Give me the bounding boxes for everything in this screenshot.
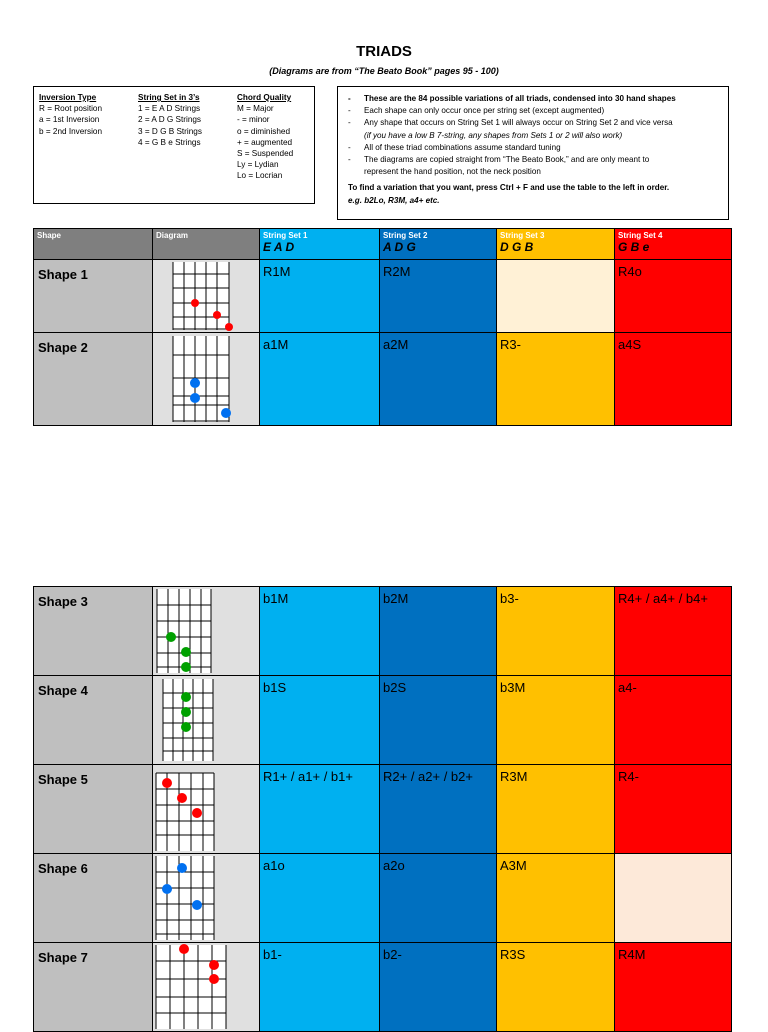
chord-diagram — [153, 333, 260, 425]
legend-item: Lo = Locrian — [237, 171, 283, 181]
page-subtitle: (Diagrams are from “The Beato Book” pages 95 - 100) — [269, 66, 499, 76]
set-1-value: a1o — [260, 854, 380, 943]
finger-dot — [192, 900, 202, 910]
table-row — [34, 854, 732, 943]
chord-diagram-cell — [153, 260, 260, 333]
set-1-value: R1M — [260, 260, 380, 333]
legend-item: Ly = Lydian — [237, 160, 279, 170]
shape-name: Shape 4 — [34, 676, 153, 765]
legend-item: 2 = A D G Strings — [138, 115, 202, 125]
set-4-value: a4- — [615, 676, 732, 765]
inversion-type-column — [39, 92, 102, 137]
string-set-3-header: String Set 3 D G B — [497, 229, 615, 260]
string-set-column — [138, 92, 202, 148]
finger-dot — [192, 808, 202, 818]
finger-dot — [181, 692, 191, 702]
finger-dot — [177, 863, 187, 873]
set-2-value: a2o — [380, 854, 497, 943]
legend-item: + = augmented — [237, 137, 293, 147]
fretboard — [173, 262, 229, 330]
finger-dot — [166, 632, 176, 642]
finger-dot — [177, 793, 187, 803]
fretboard — [156, 945, 226, 1029]
chord-diagram — [153, 765, 260, 853]
shape-name: Shape 2 — [34, 333, 153, 426]
shape-name: Shape 1 — [34, 260, 153, 333]
finger-dot — [181, 722, 191, 732]
set-3-value: A3M — [497, 854, 615, 943]
set-4-value: R4M — [615, 943, 732, 1032]
legend-box — [33, 86, 315, 204]
table-row — [34, 765, 732, 854]
set-2-value: R2+ / a2+ / b2+ — [380, 765, 497, 854]
table-row — [34, 333, 732, 426]
legend-item: M = Major — [237, 104, 274, 114]
set-1-value: b1M — [260, 587, 380, 676]
shape-column-header: Shape — [34, 229, 153, 260]
fretboard — [157, 589, 211, 673]
diagram-column-header: Diagram — [153, 229, 260, 260]
finger-dot — [221, 408, 231, 418]
fretboard — [163, 679, 213, 761]
string-set-1-header: String Set 1 E A D — [260, 229, 380, 260]
note-line: - All of these triad combinations assume standard tuning — [348, 142, 561, 152]
example-line: e.g. b2Lo, R3M, a4+ etc. — [348, 195, 440, 205]
table-row — [34, 587, 732, 676]
chord-diagram-cell — [153, 333, 260, 426]
set-2-value: b2- — [380, 943, 497, 1032]
chord-quality-heading: Chord Quality — [237, 93, 292, 102]
chord-diagram — [153, 854, 260, 942]
set-4-value — [615, 854, 732, 943]
finger-dot — [162, 884, 172, 894]
set-1-value: b1- — [260, 943, 380, 1032]
triads-table-bottom — [33, 586, 732, 1032]
page-title: TRIADS — [356, 43, 412, 60]
chord-diagram-cell — [153, 854, 260, 943]
shape-name: Shape 5 — [34, 765, 153, 854]
finger-dot — [190, 378, 200, 388]
set-1-value: a1M — [260, 333, 380, 426]
note-line: - Each shape can only occur once per string set (except augmented) — [348, 106, 605, 116]
finger-dot — [225, 323, 233, 331]
legend-item: - = minor — [237, 115, 270, 125]
finger-dot — [181, 707, 191, 717]
legend-item: b = 2nd Inversion — [39, 126, 103, 136]
set-2-value: b2S — [380, 676, 497, 765]
shape-name: Shape 3 — [34, 587, 153, 676]
note-line: - The diagrams are copied straight from “The Beato Book,” and are only meant to — [348, 155, 650, 165]
chord-quality-column — [237, 92, 293, 182]
set-3-value: R3S — [497, 943, 615, 1032]
note-line: represent the hand position, not the neck position — [364, 167, 541, 177]
finger-dot — [213, 311, 221, 319]
finger-dot — [179, 944, 189, 954]
legend-item: 3 = D G B Strings — [138, 126, 202, 136]
string-set-4-header: String Set 4 G B e — [615, 229, 732, 260]
finger-dot — [191, 299, 199, 307]
set-2-value: b2M — [380, 587, 497, 676]
legend-item: 1 = E A D Strings — [138, 104, 201, 114]
legend-item: a = 1st Inversion — [39, 115, 100, 125]
chord-diagram — [153, 943, 260, 1031]
chord-diagram — [153, 587, 260, 675]
legend-item: R = Root position — [39, 104, 103, 114]
notes-box — [337, 86, 729, 220]
chord-diagram-cell — [153, 676, 260, 765]
table-row — [34, 943, 732, 1032]
chord-diagram-cell — [153, 587, 260, 676]
finger-dot — [190, 393, 200, 403]
set-1-value: b1S — [260, 676, 380, 765]
inversion-type-heading: Inversion Type — [39, 93, 97, 102]
finger-dot — [181, 647, 191, 657]
set-4-value: R4- — [615, 765, 732, 854]
set-4-value: a4S — [615, 333, 732, 426]
set-3-value: R3M — [497, 765, 615, 854]
set-2-value: a2M — [380, 333, 497, 426]
string-set-heading: String Set in 3’s — [138, 93, 200, 102]
table-row — [34, 676, 732, 765]
chord-diagram — [153, 676, 260, 764]
find-instruction: To find a variation that you want, press Ctrl + F and use the table to the left in order. — [348, 183, 670, 193]
set-1-value: R1+ / a1+ / b1+ — [260, 765, 380, 854]
set-3-value: b3M — [497, 676, 615, 765]
string-set-2-header: String Set 2 A D G — [380, 229, 497, 260]
shape-name: Shape 6 — [34, 854, 153, 943]
finger-dot — [162, 778, 172, 788]
set-4-value: R4+ / a4+ / b4+ — [615, 587, 732, 676]
triads-table-top — [33, 228, 732, 426]
fretboard — [173, 336, 229, 422]
set-3-value: R3- — [497, 333, 615, 426]
finger-dot — [209, 960, 219, 970]
chord-diagram-cell — [153, 943, 260, 1032]
set-2-value: R2M — [380, 260, 497, 333]
table-row — [34, 260, 732, 333]
finger-dot — [181, 662, 191, 672]
chord-diagram-cell — [153, 765, 260, 854]
note-line: - These are the 84 possible variations of all triads, condensed into 30 hand shapes — [348, 94, 676, 103]
set-3-value — [497, 260, 615, 333]
table-header-row — [34, 229, 732, 260]
legend-item: S = Suspended — [237, 149, 294, 159]
set-4-value: R4o — [615, 260, 732, 333]
legend-item: o = diminished — [237, 126, 291, 136]
finger-dot — [209, 974, 219, 984]
shape-name: Shape 7 — [34, 943, 153, 1032]
set-3-value: b3- — [497, 587, 615, 676]
note-line: (if you have a low B 7-string, any shapes from Sets 1 or 2 will also work) — [364, 130, 623, 140]
note-line: - Any shape that occurs on String Set 1 will always occur on String Set 2 and vice versa — [348, 118, 673, 128]
legend-item: 4 = G B e Strings — [138, 137, 201, 147]
chord-diagram — [153, 260, 260, 332]
